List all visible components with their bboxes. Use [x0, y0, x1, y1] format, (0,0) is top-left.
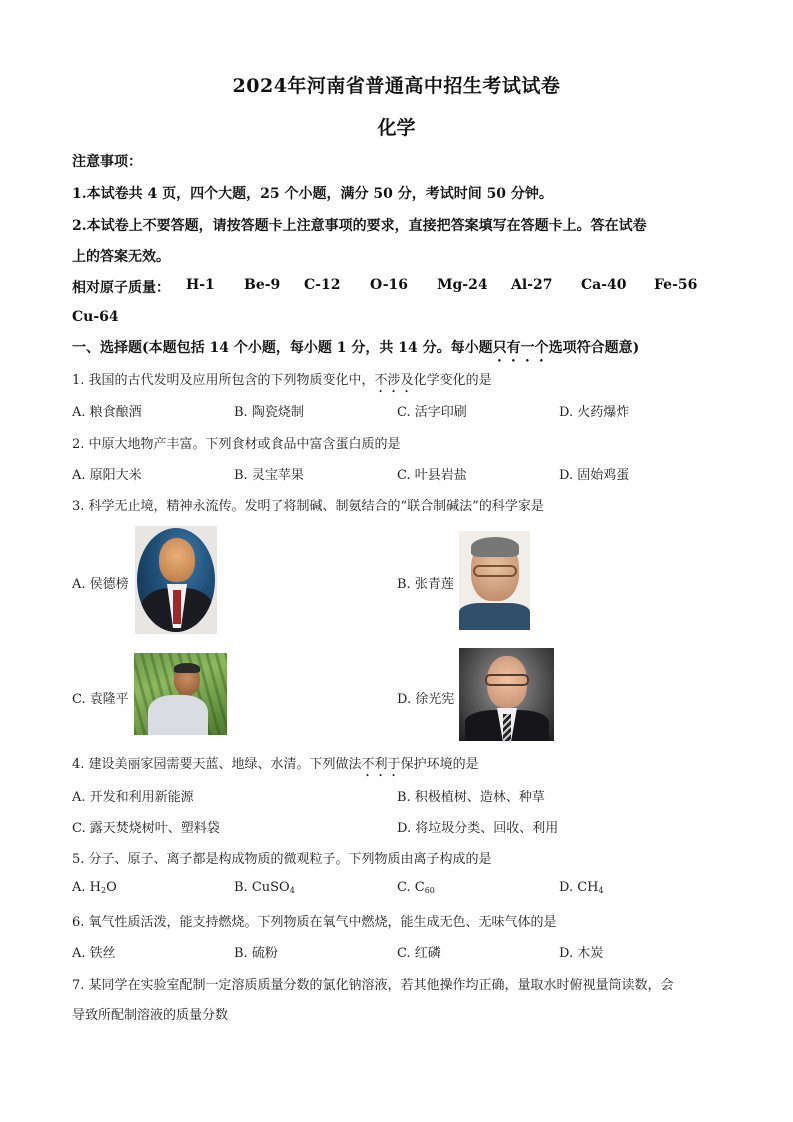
question-6-stem: 6. 氧气性质活泼，能支持燃烧。下列物质在氧气中燃烧，能生成无色、无味气体的是 — [72, 915, 557, 930]
atomic-mass-ca: Ca-40 — [581, 277, 627, 293]
q4-option-b: B. 积极植树、造林、种草 — [397, 790, 545, 805]
q3-option-d: D. 徐光宪 — [397, 692, 455, 707]
section-1-heading-text: 一、选择题(本题包括 14 个小题，每小题 1 分，共 14 分。每小题 — [72, 340, 493, 356]
notice-item-1: 1.本试卷共 4 页，四个大题，25 个小题，满分 50 分，考试时间 50 分钟。 — [72, 186, 553, 202]
atomic-mass-h: H-1 — [186, 277, 215, 293]
formula-base: CuSO — [251, 880, 290, 895]
portrait-coat — [459, 603, 530, 630]
notice-heading: 注意事项： — [72, 154, 142, 170]
q1-option-d: D. 火药爆炸 — [559, 405, 630, 420]
exam-title: 2024年河南省普通高中招生考试试卷 — [232, 75, 561, 97]
portrait-tie — [173, 590, 181, 624]
formula-subscript: 60 — [424, 886, 435, 895]
formula-subscript: 4 — [289, 886, 295, 895]
question-4-stem — [72, 753, 479, 780]
portrait-yuan-longping — [134, 653, 227, 735]
q3-option-b: B. 张青莲 — [397, 577, 454, 592]
question-1-text: 1. 我国的古代发明及应用所包含的下列物质变化中， — [72, 373, 375, 388]
option-label: D. — [559, 880, 578, 895]
q2-option-a: A. 原阳大米 — [72, 468, 142, 483]
section-1-heading-tail: 选项符合题意) — [548, 340, 640, 356]
atomic-mass-fe: Fe-56 — [654, 277, 698, 293]
formula-subscript: 4 — [598, 886, 604, 895]
q5-option-b — [234, 880, 295, 895]
atomic-mass-be: Be-9 — [244, 277, 281, 293]
portrait-glasses — [473, 565, 517, 577]
subject-title: 化学 — [377, 117, 416, 139]
q1-option-a: A. 粮食酿酒 — [72, 405, 142, 420]
question-4-text: 4. 建设美丽家园需要天蓝、地绿、水清。下列做法 — [72, 757, 362, 772]
question-2-stem: 2. 中原大地物产丰富。下列食材或食品中富含蛋白质的是 — [72, 437, 401, 452]
portrait-face — [159, 538, 195, 582]
q1-option-c: C. 活字印刷 — [397, 405, 467, 420]
question-7-stem-line-1: 7. 某同学在实验室配制一定溶质质量分数的氯化钠溶液，若其他操作均正确，量取水时俯视量筒读数，会 — [72, 978, 674, 993]
question-3-stem: 3. 科学无止境，精神永流传。发明了将制碱、制氨结合的“联合制碱法”的科学家是 — [72, 499, 544, 514]
portrait-zhang-qinglian — [459, 531, 530, 630]
q2-option-d: D. 固始鸡蛋 — [559, 468, 630, 483]
atomic-mass-mg: Mg-24 — [437, 277, 488, 293]
portrait-xu-guangxian — [459, 648, 554, 741]
atomic-mass-label: 相对原子质量： — [72, 280, 170, 296]
atomic-mass-o: O-16 — [370, 277, 409, 293]
atomic-mass-cu: Cu-64 — [72, 309, 119, 325]
portrait-glasses — [485, 674, 529, 686]
q5-option-d — [559, 880, 604, 895]
q6-option-d: D. 木炭 — [559, 946, 604, 961]
section-1-heading — [72, 337, 639, 365]
formula-base: CH — [577, 880, 599, 895]
portrait-hou-debang — [135, 526, 217, 634]
formula-base: H — [89, 880, 101, 895]
q1-option-b: B. 陶瓷烧制 — [234, 405, 304, 420]
option-label: B. — [234, 880, 252, 895]
formula-tail: O — [106, 880, 117, 895]
question-7-stem-line-2: 导致所配制溶液的质量分数 — [72, 1008, 229, 1023]
portrait-oval-background — [137, 528, 215, 632]
portrait-shirt — [148, 695, 208, 735]
question-1-tail: 化学变化的是 — [413, 373, 492, 388]
question-5-stem: 5. 分子、原子、离子都是构成物质的微观粒子。下列物质由离子构成的是 — [72, 852, 492, 867]
q3-option-c: C. 袁隆平 — [72, 692, 129, 707]
notice-item-2-line-2: 上的答案无效。 — [72, 249, 170, 265]
q5-option-a — [72, 880, 117, 895]
portrait-tie — [503, 714, 511, 741]
q2-option-b: B. 灵宝苹果 — [234, 468, 304, 483]
question-1-emphasis: 不涉及 — [374, 373, 414, 388]
q6-option-a: A. 铁丝 — [72, 946, 116, 961]
q4-option-d: D. 将垃圾分类、回收、利用 — [397, 821, 559, 836]
portrait-hair — [174, 663, 200, 673]
q2-option-c: C. 叶县岩盐 — [397, 468, 467, 483]
section-1-heading-emphasis: 只有一个 — [492, 340, 549, 356]
formula-subscript: 2 — [101, 886, 107, 895]
q6-option-c: C. 红磷 — [397, 946, 441, 961]
question-4-emphasis: 不利于 — [361, 757, 401, 772]
formula-base: C — [414, 880, 425, 895]
q4-option-a: A. 开发和利用新能源 — [72, 790, 194, 805]
atomic-mass-al: Al-27 — [511, 277, 553, 293]
q5-option-c — [397, 880, 435, 895]
q4-option-c: C. 露天焚烧树叶、塑料袋 — [72, 821, 220, 836]
question-4-tail: 保护环境的是 — [400, 757, 479, 772]
question-1-stem — [72, 369, 492, 396]
portrait-hair — [471, 537, 519, 557]
q3-option-a: A. 侯德榜 — [72, 577, 129, 592]
option-label: A. — [72, 880, 90, 895]
option-label: C. — [397, 880, 415, 895]
q6-option-b: B. 硫粉 — [234, 946, 278, 961]
notice-item-2-line-1: 2.本试卷上不要答题，请按答题卡上注意事项的要求，直接把答案填写在答题卡上。答在试卷 — [72, 218, 647, 234]
atomic-mass-c: C-12 — [304, 277, 341, 293]
